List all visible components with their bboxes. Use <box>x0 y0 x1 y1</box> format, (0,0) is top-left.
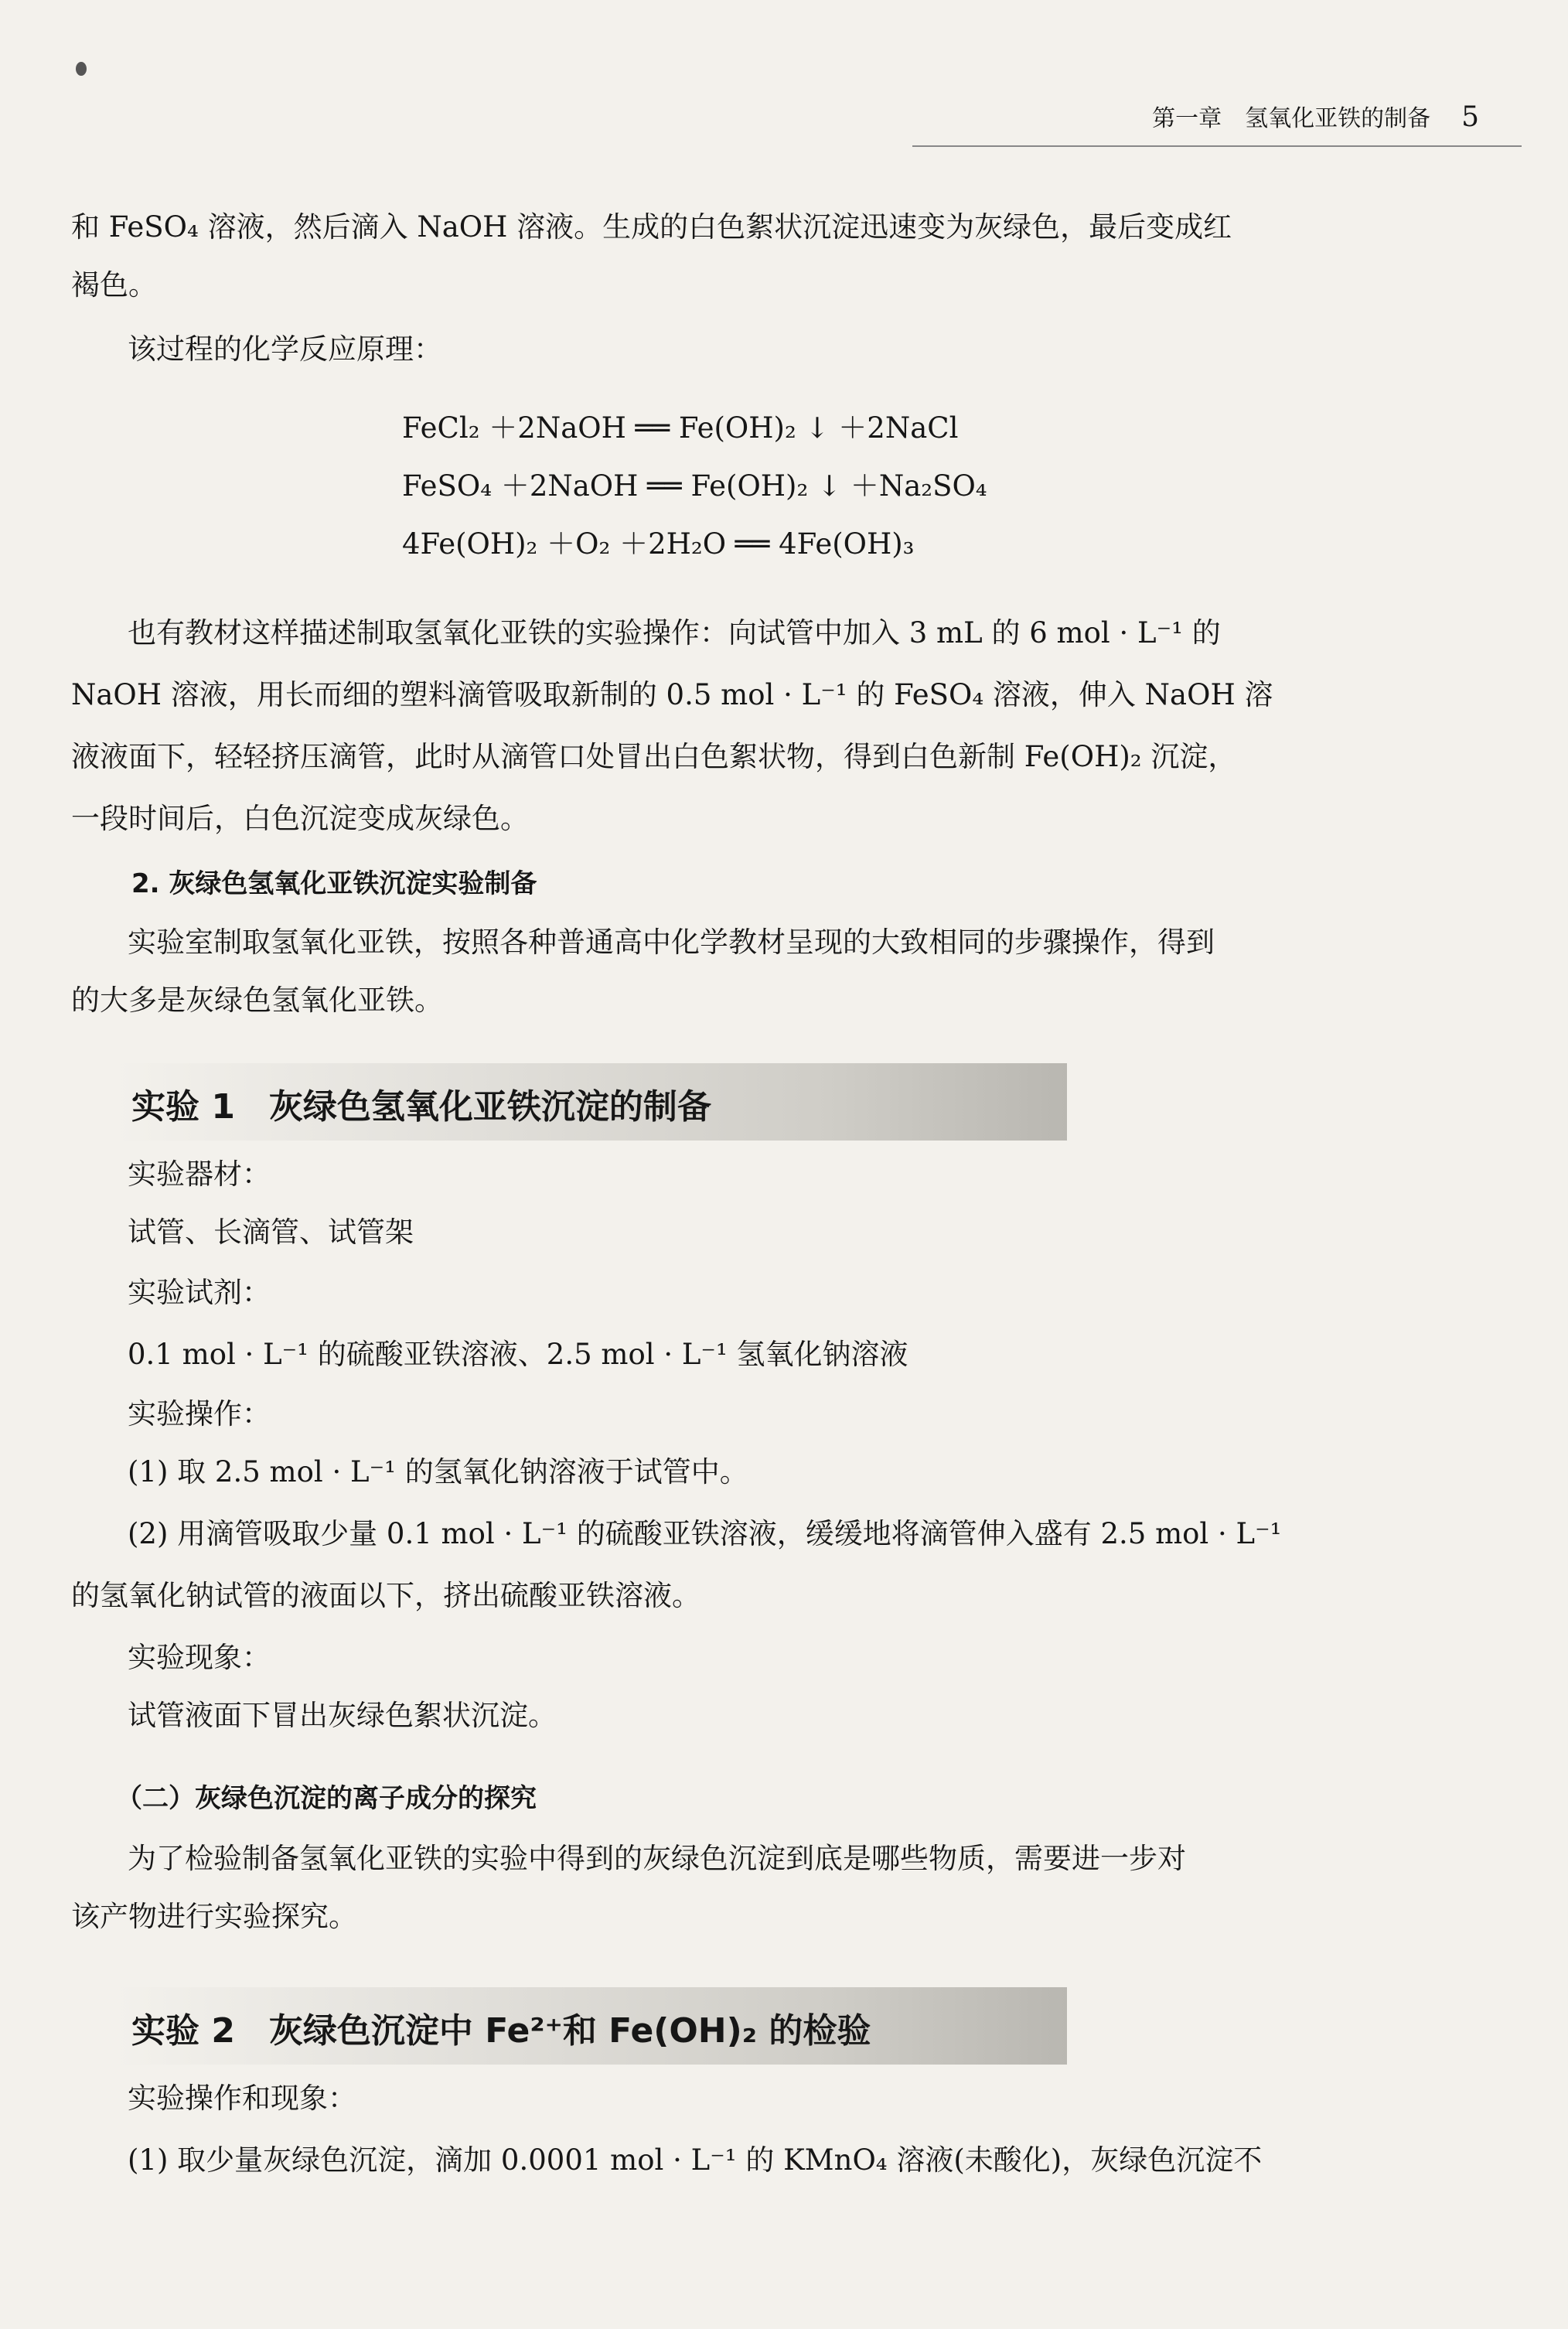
paragraph-line: (2) 用滴管吸取少量 0.1 mol · L⁻¹ 的硫酸亚铁溶液，缓缓地将滴管伸入盛有 2.5 mol · L⁻¹ <box>128 1517 1282 1550</box>
paragraph-line: (1) 取少量灰绿色沉淀，滴加 0.0001 mol · L⁻¹ 的 KMnO₄ 溶液(未酸化)，灰绿色沉淀不 <box>128 2143 1263 2177</box>
chapter-title: 第一章 氢氧化亚铁的制备 <box>1152 105 1431 132</box>
paragraph-line: (1) 取 2.5 mol · L⁻¹ 的氢氧化钠溶液于试管中。 <box>128 1455 748 1488</box>
header-rule <box>912 145 1522 147</box>
label-line: 实验操作和现象： <box>128 2082 356 2115</box>
paragraph-line: 该过程的化学反应原理： <box>128 332 442 366</box>
paragraph-line: 褐色。 <box>71 268 157 302</box>
paragraph-line: 试管液面下冒出灰绿色絮状沉淀。 <box>128 1699 557 1732</box>
running-header <box>1152 99 1479 133</box>
paragraph-line: 实验室制取氢氧化亚铁，按照各种普通高中化学教材呈现的大致相同的步骤操作，得到 <box>128 926 1215 959</box>
paragraph-line: 的氢氧化钠试管的液面以下，挤出硫酸亚铁溶液。 <box>71 1579 700 1612</box>
chemical-equation: FeCl₂ ＋2NaOH ══ Fe(OH)₂ ↓ ＋2NaCl <box>402 411 959 445</box>
section-heading: 2. 灰绿色氢氧化亚铁沉淀实验制备 <box>131 868 537 899</box>
paragraph-line: 一段时间后，白色沉淀变成灰绿色。 <box>71 802 529 835</box>
paragraph-line: 的大多是灰绿色氢氧化亚铁。 <box>71 984 443 1017</box>
paragraph-line: 为了检验制备氢氧化亚铁的实验中得到的灰绿色沉淀到底是哪些物质，需要进一步对 <box>128 1842 1186 1875</box>
paragraph-line: 该产物进行实验探究。 <box>71 1900 357 1933</box>
paragraph-line: 试管、长滴管、试管架 <box>128 1216 414 1249</box>
chemical-equation: 4Fe(OH)₂ ＋O₂ ＋2H₂O ══ 4Fe(OH)₃ <box>402 527 915 561</box>
paragraph-line: 液液面下，轻轻挤压滴管，此时从滴管口处冒出白色絮状物，得到白色新制 Fe(OH)₂ 沉淀， <box>71 740 1237 773</box>
section-heading: （二）灰绿色沉淀的离子成分的探究 <box>116 1783 537 1814</box>
scan-speck <box>76 62 87 76</box>
experiment-title: 实验 1 灰绿色氢氧化亚铁沉淀的制备 <box>131 1087 711 1127</box>
label-line: 实验现象： <box>128 1641 271 1674</box>
label-line: 实验操作： <box>128 1397 271 1430</box>
label-line: 实验试剂： <box>128 1276 271 1309</box>
label-line: 实验器材： <box>128 1158 271 1191</box>
experiment-title: 实验 2 灰绿色沉淀中 Fe²⁺和 Fe(OH)₂ 的检验 <box>131 2011 871 2051</box>
paragraph-line: 也有教材这样描述制取氢氧化亚铁的实验操作：向试管中加入 3 mL 的 6 mol · L⁻¹ 的 <box>128 616 1221 650</box>
page-number: 5 <box>1461 101 1479 133</box>
paragraph-line: 和 FeSO₄ 溶液，然后滴入 NaOH 溶液。生成的白色絮状沉淀迅速变为灰绿色，最后变成红 <box>71 210 1232 244</box>
paragraph-line: NaOH 溶液，用长而细的塑料滴管吸取新制的 0.5 mol · L⁻¹ 的 FeSO₄ 溶液，伸入 NaOH 溶 <box>71 678 1273 711</box>
chemical-equation: FeSO₄ ＋2NaOH ══ Fe(OH)₂ ↓ ＋Na₂SO₄ <box>402 469 987 503</box>
paragraph-line: 0.1 mol · L⁻¹ 的硫酸亚铁溶液、2.5 mol · L⁻¹ 氢氧化钠溶液 <box>128 1338 908 1371</box>
